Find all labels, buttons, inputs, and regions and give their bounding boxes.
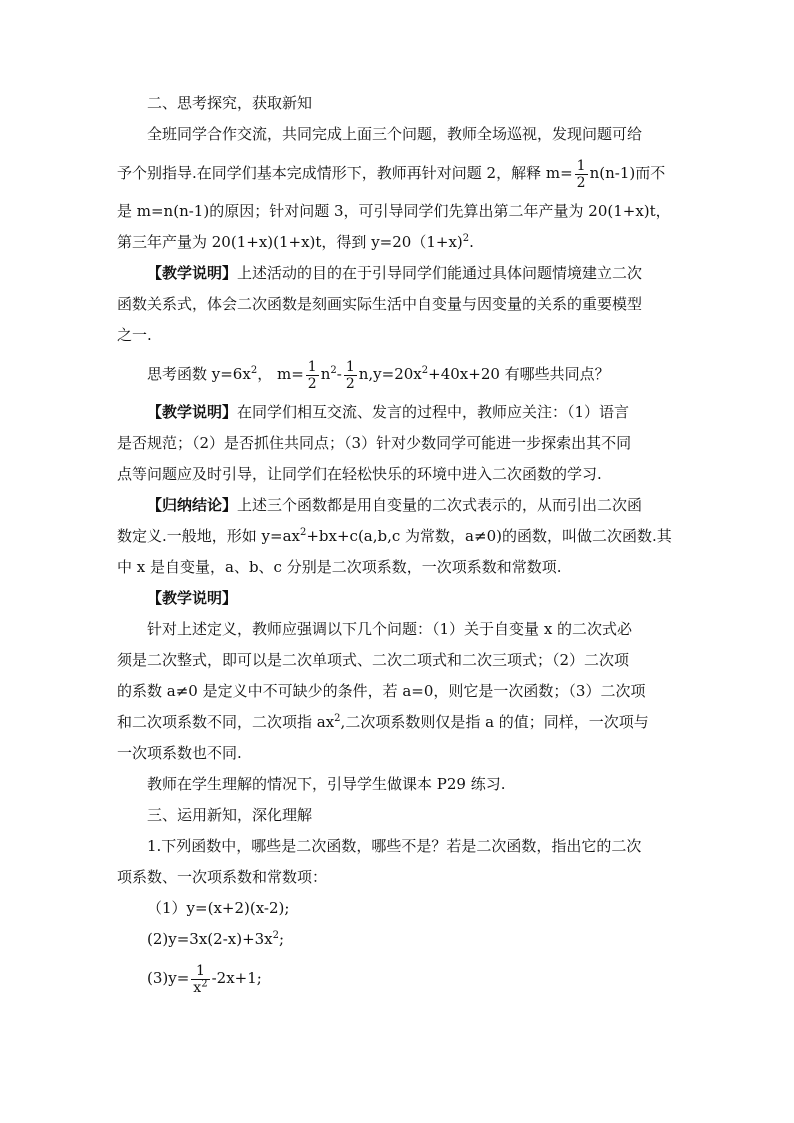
exercise-item-2: $(2)y=3x(2-x)+3x^2$; — [147, 930, 285, 948]
paragraph-line: 点等问题应及时引导，让同学们在轻松快乐的环境中进入二次函数的学习. — [117, 465, 602, 483]
teaching-note-1: 【教学说明】上述活动的目的在于引导同学们能通过具体问题情境建立二次 — [147, 264, 643, 282]
paragraph-line: 是 m=n(n-1)的原因；针对问题 3，可引导同学们先算出第二年产量为 20(1+x)t， — [117, 202, 671, 220]
paragraph-line: 中 x 是自变量，a、b、c 分别是二次项系数，一次项系数和常数项. — [117, 558, 562, 576]
paragraph-line: 的系数 a≠0 是定义中不可缺少的条件，若 a=0，则它是一次函数；（3）二次项 — [117, 682, 646, 700]
paragraph-line: 第三年产量为 20(1+x)(1+x)t，得到 y=20（1+x)$^2$. — [117, 233, 474, 251]
fraction-one-over-x-squared: $\frac{1}{x^2}$ — [193, 962, 208, 996]
section-heading-2: 二、思考探究，获取新知 — [147, 94, 313, 112]
paragraph-line: 全班同学合作交流，共同完成上面三个问题，教师全场巡视，发现问题可给 — [147, 125, 643, 143]
note-label: 【教学说明】 — [147, 264, 238, 282]
document-body — [117, 88, 679, 1001]
teaching-note-3-label: 【教学说明】 — [147, 589, 238, 607]
paragraph-line: 教师在学生理解的情况下，引导学生做课本 P29 练习. — [147, 775, 506, 793]
paragraph-line-with-fraction: 予个别指导.在同学们基本完成情形下，教师再针对问题 2，解释 m= $\frac{1}{2}$ n(n-1)而不 — [117, 157, 666, 191]
paragraph-line: 函数关系式，体会二次函数是刻画实际生活中自变量与因变量的关系的重要模型 — [117, 295, 643, 313]
paragraph-line: 针对上述定义，教师应强调以下几个问题：（1）关于自变量 x 的二次式必 — [147, 620, 633, 638]
section-heading-3: 三、运用新知，深化理解 — [147, 806, 313, 824]
paragraph-line: 须是二次整式，即可以是二次单项式、二次二项式和二次三项式；（2）二次项 — [117, 651, 630, 669]
paragraph-line: 和二次项系数不同，二次项指 $ax^2$,二次项系数则仅是指 a 的值；同样，一次项与 — [117, 713, 649, 731]
exercise-item-1: （1）y=(x+2)(x-2); — [147, 899, 290, 917]
paragraph-line: 数定义.一般地，形如 $y=ax^2+bx+c(a,b,c$ 为常数，a≠0)的函数，叫做二次函数.其 — [117, 527, 672, 545]
conclusion: 【归纳结论】上述三个函数都是用自变量的二次式表示的，从而引出二次函 — [147, 496, 643, 514]
paragraph-line: 项系数、一次项系数和常数项： — [117, 868, 328, 886]
paragraph-line: 之一. — [117, 326, 152, 344]
exercise-item-3: (3)y= $\frac{1}{x^2}$ -2x+1; — [147, 962, 262, 996]
fraction-one-half: $\frac{1}{2}$ — [345, 358, 355, 392]
think-question: 思考函数 $y=6x^2$， m= $\frac{1}{2}$ $n^2-$ $\frac{1}{2}$ $n,y=20x^2+40x+20$ 有哪些共同点？ — [147, 358, 610, 392]
note-label: 【教学说明】 — [147, 403, 238, 421]
paragraph-line: 一次项系数也不同. — [117, 744, 242, 762]
fraction-one-half: $\frac{1}{2}$ — [307, 358, 317, 392]
question-1: 1.下列函数中，哪些是二次函数，哪些不是？若是二次函数，指出它的二次 — [147, 837, 642, 855]
conclusion-label: 【归纳结论】 — [147, 496, 238, 514]
teaching-note-2: 【教学说明】在同学们相互交流、发言的过程中，教师应关注：（1）语言 — [147, 403, 630, 421]
fraction-one-half: $\frac{1}{2}$ — [576, 157, 586, 191]
paragraph-line: 是否规范；（2）是否抓住共同点；（3）针对少数同学可能进一步探索出其不同 — [117, 434, 632, 452]
